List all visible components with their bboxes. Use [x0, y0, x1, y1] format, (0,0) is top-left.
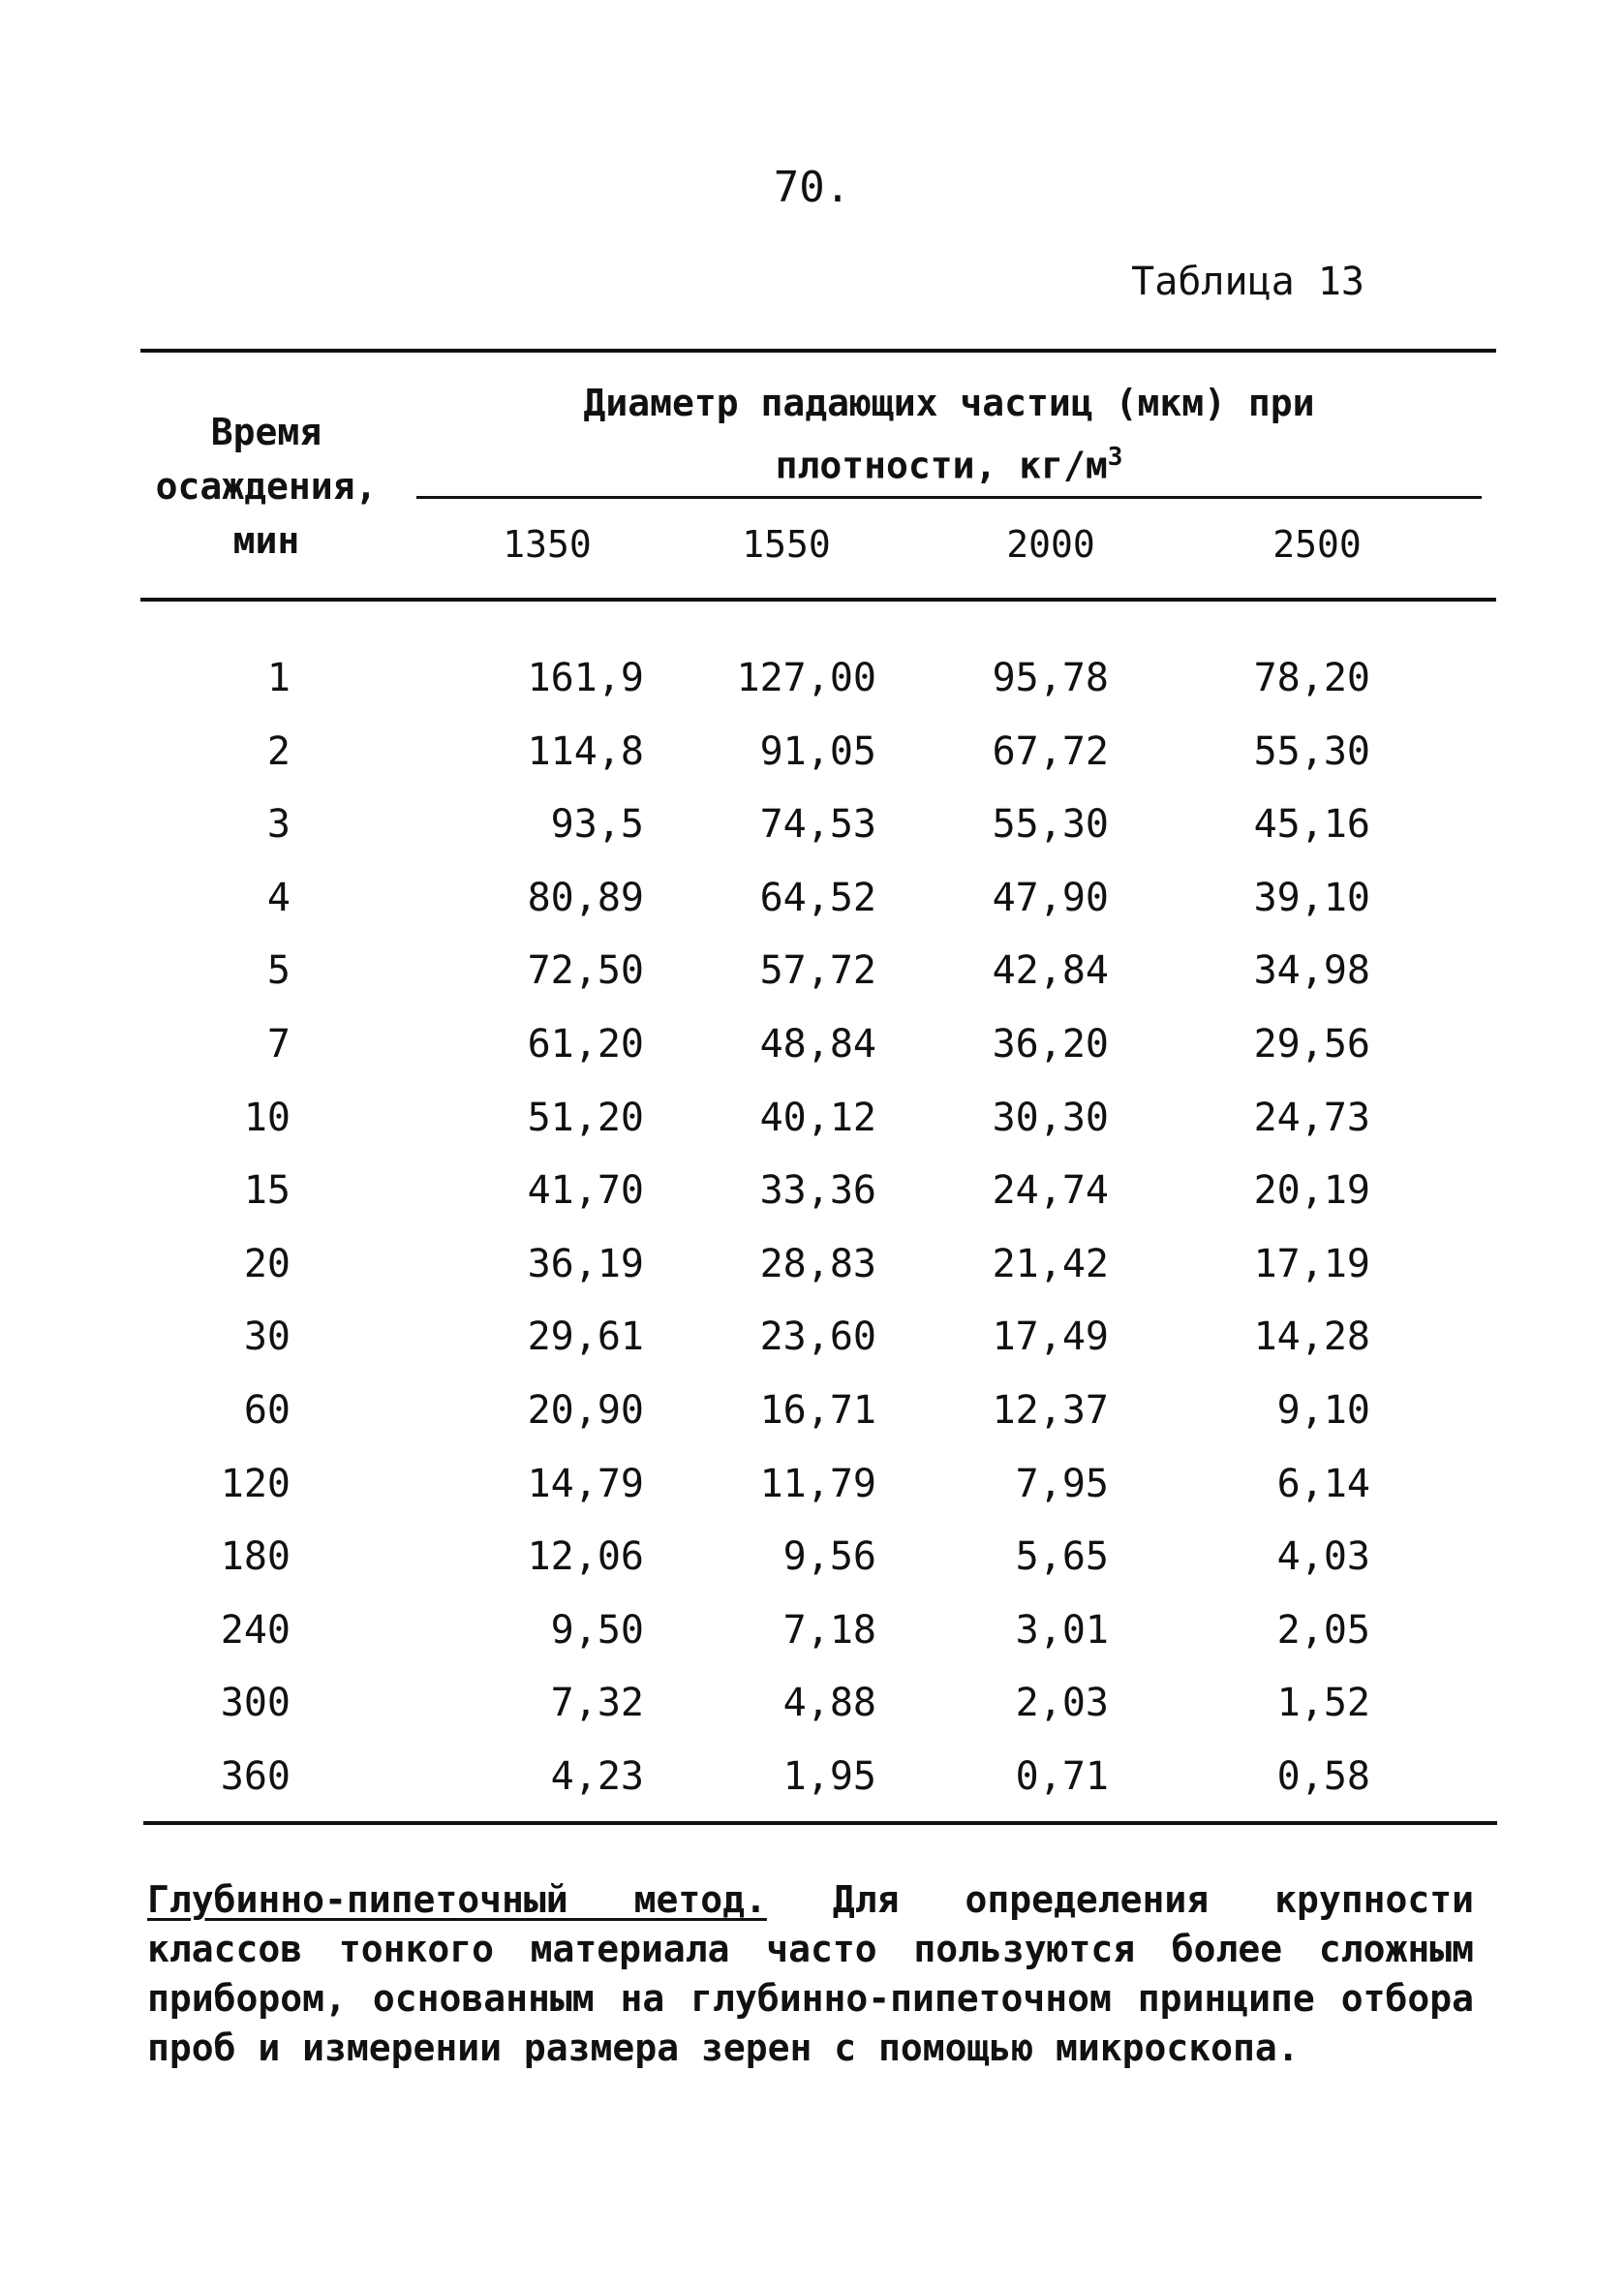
diameter-cell: 9,50	[550, 1607, 644, 1653]
diameter-header-line-2	[416, 430, 1482, 493]
table-row	[0, 871, 1624, 944]
time-header-line: Время	[210, 411, 322, 453]
table-row	[0, 1603, 1624, 1677]
diameter-cell: 74,53	[759, 802, 876, 848]
diameter-cell: 30,30	[992, 1095, 1109, 1140]
table-bottom-rule	[143, 1821, 1497, 1825]
table-row	[0, 651, 1624, 725]
diameter-cell: 2,05	[1276, 1607, 1370, 1653]
diameter-cell: 16,71	[759, 1387, 876, 1433]
diameter-cell: 9,10	[1276, 1387, 1370, 1433]
density-header-1350: 1350	[503, 523, 592, 566]
time-cell: 30	[243, 1315, 291, 1360]
diameter-cell: 12,06	[527, 1534, 644, 1580]
table-row	[0, 1163, 1624, 1237]
paragraph-text: Для определения крупности классов тонкого материала часто пользуются более сложным прибором, основанным на глубинно-пипеточном принципе отбора проб и измерении размера зерен с помощью микроскопа.	[147, 1878, 1475, 2069]
diameter-cell: 2,03	[1015, 1681, 1109, 1726]
time-cell: 2	[266, 728, 291, 774]
diameter-cell: 17,49	[992, 1315, 1109, 1360]
time-cell: 240	[220, 1607, 291, 1653]
diameter-cell: 114,8	[527, 728, 644, 774]
diameter-cell: 6,14	[1276, 1461, 1370, 1506]
diameter-cell: 24,74	[992, 1168, 1109, 1214]
diameter-cell: 40,12	[759, 1095, 876, 1140]
diameter-cell: 14,28	[1253, 1315, 1370, 1360]
time-cell: 20	[243, 1241, 291, 1286]
diameter-cell: 57,72	[759, 948, 876, 994]
time-cell: 3	[266, 802, 291, 848]
diameter-cell: 17,19	[1253, 1241, 1370, 1286]
diameter-cell: 1,52	[1276, 1681, 1370, 1726]
table-row	[0, 1457, 1624, 1531]
density-header-1550: 1550	[742, 523, 831, 566]
diameter-cell: 64,52	[759, 875, 876, 920]
diameter-cell: 1,95	[782, 1753, 876, 1799]
table-row	[0, 1749, 1624, 1823]
diameter-header-superscript: 3	[1107, 443, 1123, 472]
diameter-cell: 4,88	[782, 1681, 876, 1726]
table-row	[0, 1237, 1624, 1311]
density-header-2000: 2000	[1006, 523, 1095, 566]
diameter-cell: 20,19	[1253, 1168, 1370, 1214]
diameter-cell: 45,16	[1253, 802, 1370, 848]
diameter-cell: 4,23	[550, 1753, 644, 1799]
time-cell: 4	[266, 875, 291, 920]
table-label: Таблица 13	[1131, 260, 1364, 304]
table-row	[0, 1530, 1624, 1603]
diameter-cell: 7,32	[550, 1681, 644, 1726]
diameter-cell: 36,19	[527, 1241, 644, 1286]
table-top-rule	[140, 349, 1496, 353]
diameter-cell: 36,20	[992, 1021, 1109, 1067]
diameter-cell: 51,20	[527, 1095, 644, 1140]
diameter-cell: 42,84	[992, 948, 1109, 994]
diameter-cell: 9,56	[782, 1534, 876, 1580]
diameter-cell: 29,56	[1253, 1021, 1370, 1067]
diameter-cell: 20,90	[527, 1387, 644, 1433]
method-title: Глубинно-пипеточный метод.	[147, 1878, 767, 1921]
diameter-cell: 28,83	[759, 1241, 876, 1286]
diameter-cell: 11,79	[759, 1461, 876, 1506]
diameter-cell: 12,37	[992, 1387, 1109, 1433]
density-header-2500: 2500	[1272, 523, 1362, 566]
time-header-line: осаждения,	[155, 465, 378, 508]
time-cell: 15	[243, 1168, 291, 1214]
diameter-column-header	[416, 376, 1482, 493]
diameter-cell: 24,73	[1253, 1095, 1370, 1140]
diameter-cell: 0,58	[1276, 1753, 1370, 1799]
table-row	[0, 943, 1624, 1017]
diameter-cell: 127,00	[736, 656, 876, 700]
body-paragraph	[147, 1875, 1474, 2073]
diameter-cell: 7,95	[1015, 1461, 1109, 1506]
diameter-cell: 39,10	[1253, 875, 1370, 920]
diameter-cell: 41,70	[527, 1168, 644, 1214]
time-cell: 7	[266, 1021, 291, 1067]
diameter-cell: 95,78	[992, 656, 1109, 700]
table-row	[0, 1017, 1624, 1091]
time-cell: 120	[220, 1461, 291, 1506]
time-cell: 180	[220, 1534, 291, 1580]
header-divider-rule	[416, 496, 1482, 499]
time-cell: 60	[243, 1387, 291, 1433]
diameter-cell: 5,65	[1015, 1534, 1109, 1580]
table-body	[0, 651, 1624, 1823]
diameter-cell: 33,36	[759, 1168, 876, 1214]
diameter-cell: 93,5	[550, 802, 644, 848]
diameter-header-units: плотности, кг/м	[775, 444, 1108, 487]
time-cell: 360	[220, 1753, 291, 1799]
table-row	[0, 1091, 1624, 1164]
diameter-cell: 21,42	[992, 1241, 1109, 1286]
diameter-cell: 47,90	[992, 875, 1109, 920]
table-row	[0, 725, 1624, 798]
diameter-cell: 80,89	[527, 875, 644, 920]
header-bottom-rule	[140, 598, 1496, 602]
diameter-cell: 72,50	[527, 948, 644, 994]
diameter-cell: 0,71	[1015, 1753, 1109, 1799]
diameter-cell: 34,98	[1253, 948, 1370, 994]
diameter-cell: 91,05	[759, 728, 876, 774]
table-row	[0, 1383, 1624, 1457]
time-cell: 1	[266, 656, 291, 700]
diameter-cell: 61,20	[527, 1021, 644, 1067]
time-header-line: мин	[232, 519, 300, 562]
diameter-cell: 55,30	[992, 802, 1109, 848]
diameter-cell: 14,79	[527, 1461, 644, 1506]
diameter-cell: 29,61	[527, 1315, 644, 1360]
diameter-header-line-1: Диаметр падающих частиц (мкм) при	[583, 382, 1315, 424]
time-cell: 300	[220, 1681, 291, 1726]
page-number: 70.	[773, 163, 851, 212]
table-row	[0, 1310, 1624, 1383]
time-cell: 10	[243, 1095, 291, 1140]
diameter-cell: 4,03	[1276, 1534, 1370, 1580]
diameter-cell: 23,60	[759, 1315, 876, 1360]
diameter-cell: 48,84	[759, 1021, 876, 1067]
table-row	[0, 1676, 1624, 1749]
diameter-cell: 67,72	[992, 728, 1109, 774]
diameter-cell: 7,18	[782, 1607, 876, 1653]
diameter-cell: 78,20	[1253, 656, 1370, 700]
diameter-cell: 161,9	[527, 656, 644, 700]
time-cell: 5	[266, 948, 291, 994]
diameter-cell: 55,30	[1253, 728, 1370, 774]
table-row	[0, 797, 1624, 871]
diameter-cell: 3,01	[1015, 1607, 1109, 1653]
time-column-header	[131, 405, 402, 568]
